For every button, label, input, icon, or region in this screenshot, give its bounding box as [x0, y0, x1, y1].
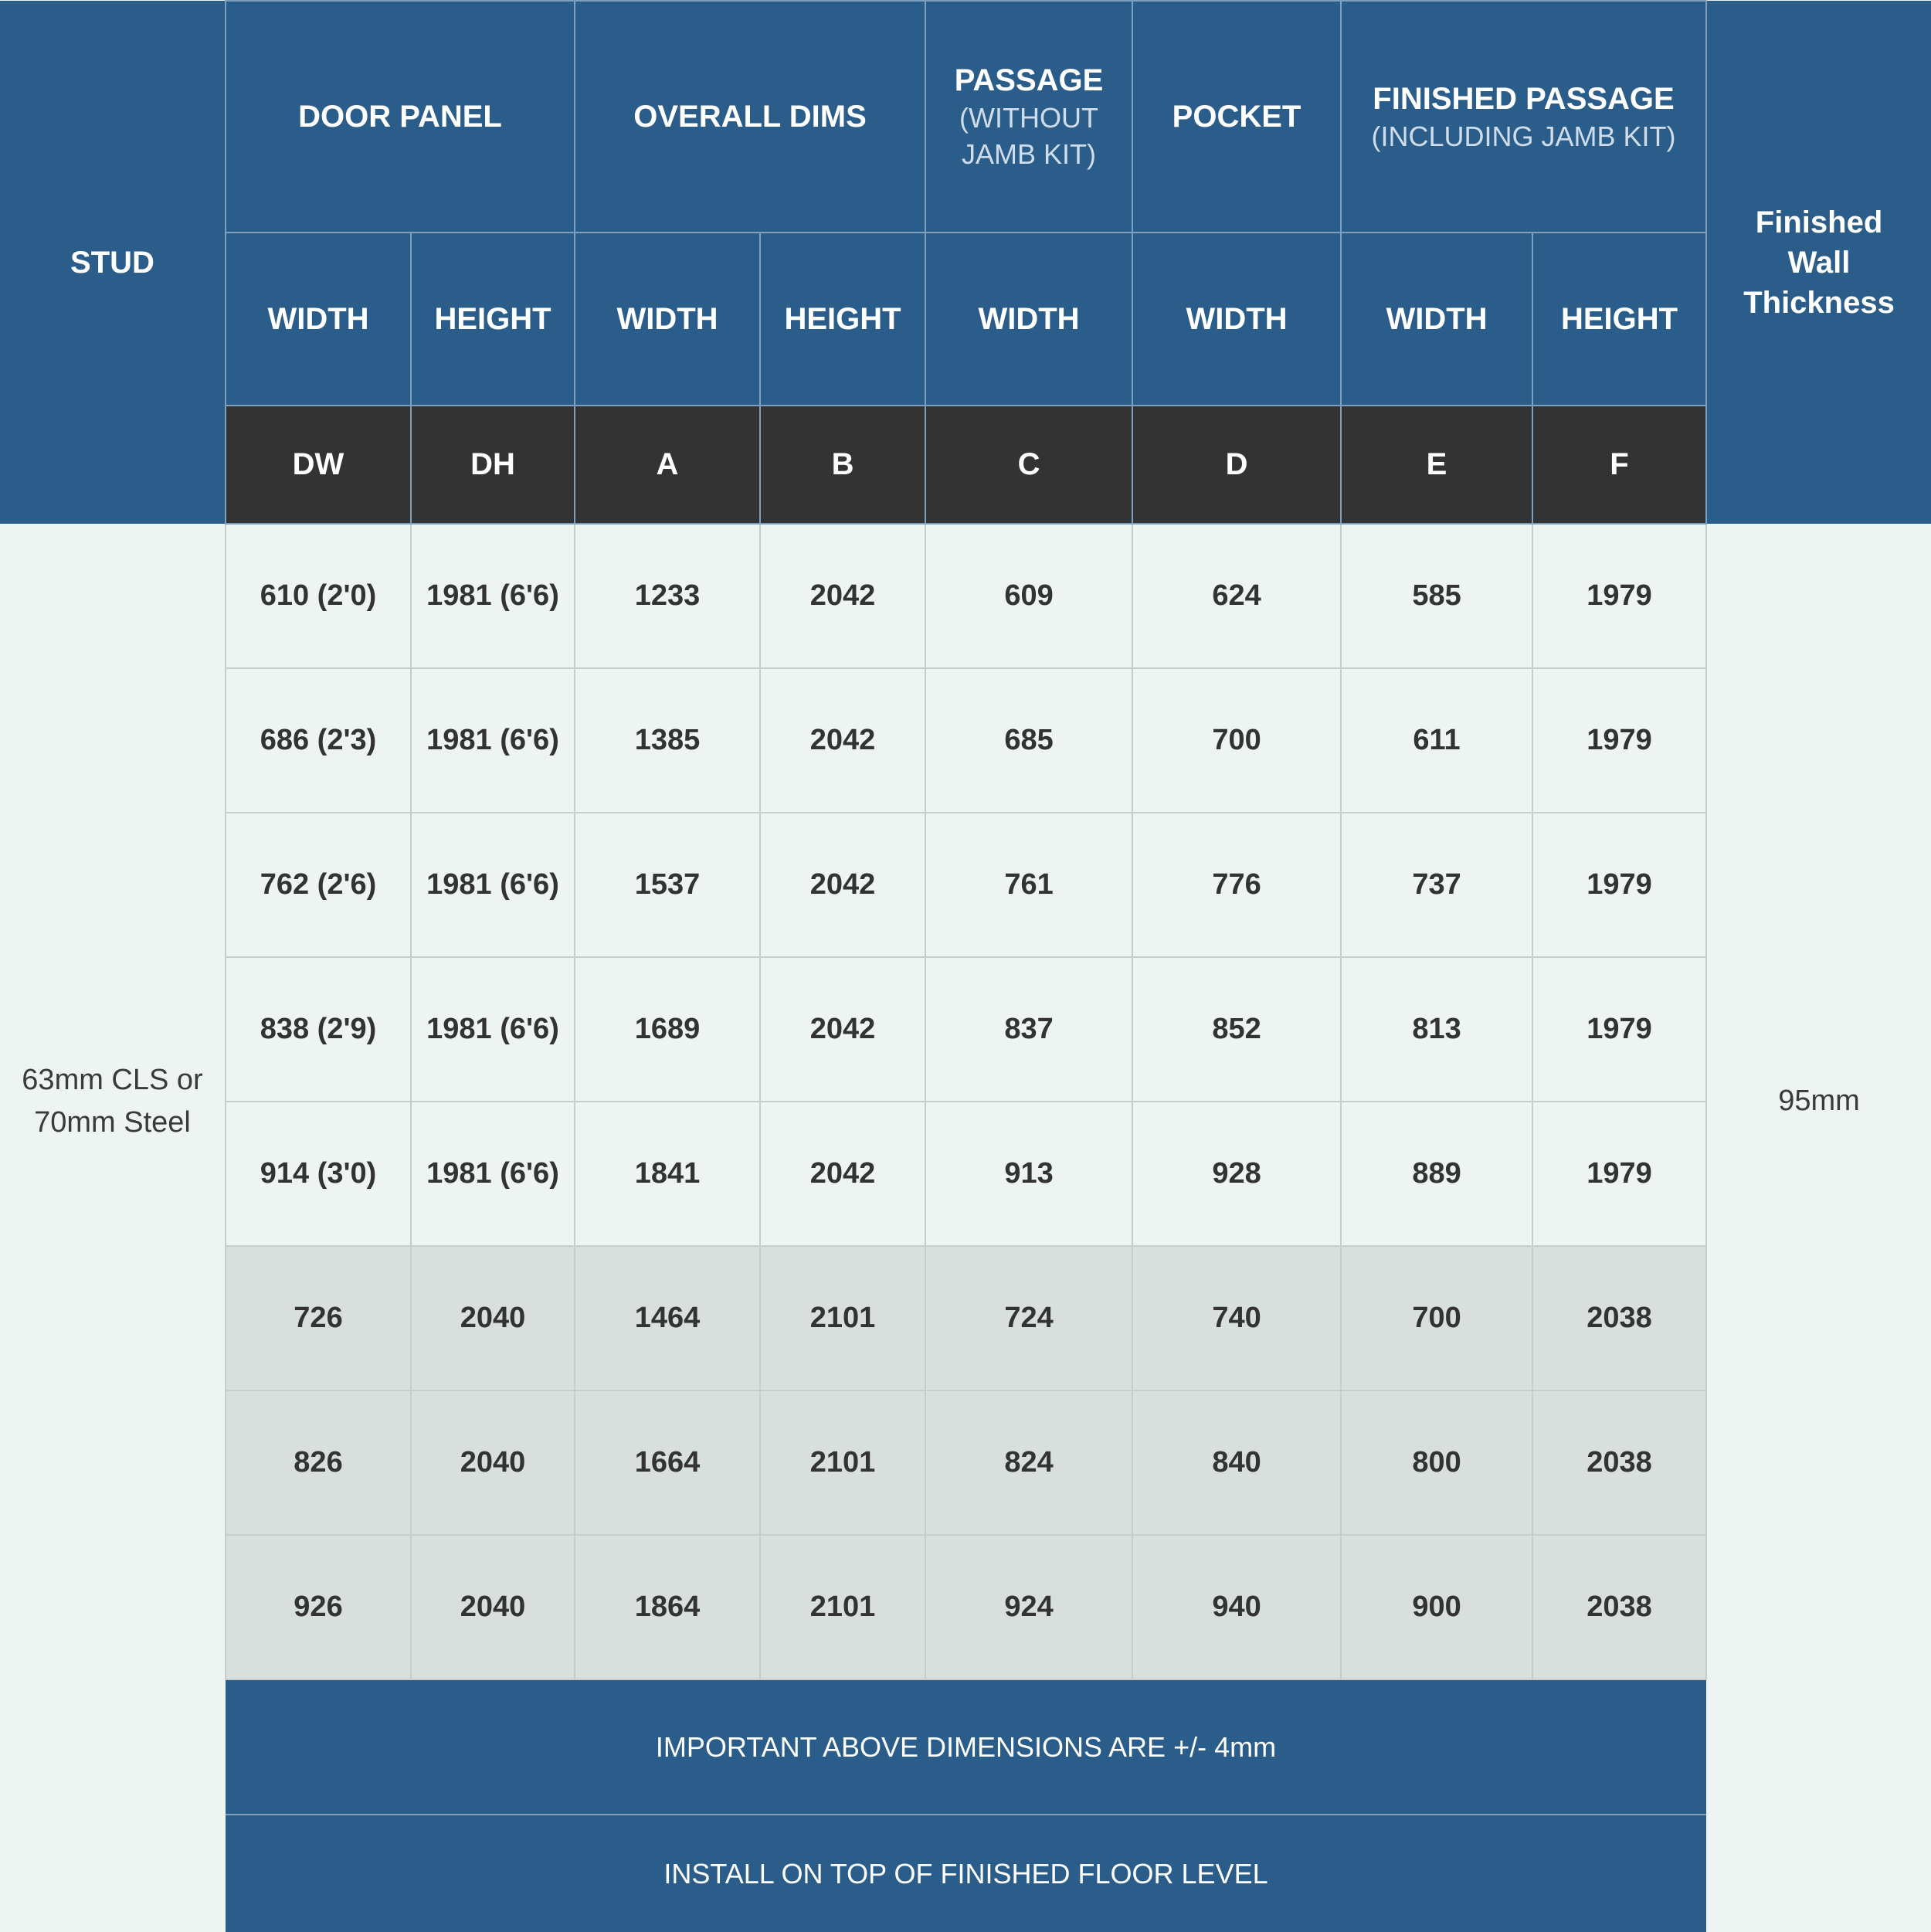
code-dh: DH: [411, 406, 575, 524]
stud-header: [0, 1, 226, 524]
fwt-line-3: Thickness: [1743, 285, 1895, 320]
cell-f: 2038: [1532, 1535, 1706, 1679]
pocket-label: POCKET: [1172, 100, 1301, 134]
code-dw: DW: [226, 406, 411, 524]
cell-d: 740: [1132, 1246, 1341, 1390]
cell-a: 1385: [575, 668, 760, 813]
passage-sub-line-1: (WITHOUT: [959, 102, 1098, 134]
cell-f: 1979: [1532, 1102, 1706, 1246]
cell-c: 685: [925, 668, 1132, 813]
col-header-e: WIDTH: [1341, 233, 1532, 406]
cell-e: 611: [1341, 668, 1532, 813]
cell-e: 800: [1341, 1390, 1532, 1535]
cell-c: 609: [925, 524, 1132, 668]
stud-header-label: STUD: [70, 245, 154, 280]
cell-e: 889: [1341, 1102, 1532, 1246]
cell-f: 1979: [1532, 813, 1706, 957]
code-e: E: [1341, 406, 1532, 524]
cell-f: 2038: [1532, 1390, 1706, 1535]
cell-dw: 838 (2'9): [226, 957, 411, 1102]
cell-dw: 762 (2'6): [226, 813, 411, 957]
note-spacer-left: [0, 1679, 226, 1815]
col-header-d: WIDTH: [1132, 233, 1341, 406]
column-names-row: [0, 233, 1931, 406]
cell-dh: 1981 (6'6): [411, 813, 575, 957]
cell-b: 2101: [760, 1246, 925, 1390]
overall-dims-header: [575, 1, 925, 233]
cell-a: 1689: [575, 957, 760, 1102]
passage-sub-line-2: JAMB KIT): [962, 138, 1097, 170]
stud-value-line-1: 63mm CLS or: [22, 1063, 203, 1096]
cell-a: 1537: [575, 813, 760, 957]
cell-d: 928: [1132, 1102, 1341, 1246]
cell-dw: 926: [226, 1535, 411, 1679]
cell-b: 2042: [760, 957, 925, 1102]
cell-d: 776: [1132, 813, 1341, 957]
note-spacer-right: [1706, 1679, 1931, 1815]
table-row: [0, 1246, 1931, 1390]
cell-b: 2101: [760, 1535, 925, 1679]
cell-e: 737: [1341, 813, 1532, 957]
col-header-dh: HEIGHT: [411, 233, 575, 406]
door-panel-label: DOOR PANEL: [298, 100, 502, 134]
table-row: [0, 813, 1931, 957]
cell-b: 2042: [760, 668, 925, 813]
passage-label: PASSAGE: [954, 63, 1104, 98]
cell-d: 840: [1132, 1390, 1341, 1535]
cell-f: 1979: [1532, 524, 1706, 668]
pocket-header: [1132, 1, 1341, 233]
cell-f: 2038: [1532, 1246, 1706, 1390]
finished-passage-sub: (INCLUDING JAMB KIT): [1371, 120, 1676, 152]
cell-dh: 2040: [411, 1535, 575, 1679]
finished-passage-header: [1341, 1, 1706, 233]
code-b: B: [760, 406, 925, 524]
cell-d: 624: [1132, 524, 1341, 668]
stud-value: [0, 524, 226, 1679]
header-group-row: [0, 1, 1931, 233]
cell-e: 700: [1341, 1246, 1532, 1390]
cell-dh: 1981 (6'6): [411, 1102, 575, 1246]
cell-f: 1979: [1532, 668, 1706, 813]
cell-d: 700: [1132, 668, 1341, 813]
finished-wall-thickness-header: [1706, 1, 1931, 524]
install-note: INSTALL ON TOP OF FINISHED FLOOR LEVEL: [226, 1815, 1706, 1932]
cell-dw: 686 (2'3): [226, 668, 411, 813]
table-row: [0, 1102, 1931, 1246]
fwt-value: 95mm: [1706, 524, 1931, 1679]
cell-e: 900: [1341, 1535, 1532, 1679]
fwt-line-2: Wall: [1787, 245, 1851, 280]
cell-dw: 610 (2'0): [226, 524, 411, 668]
cell-dw: 826: [226, 1390, 411, 1535]
table-row: [0, 1535, 1931, 1679]
cell-d: 852: [1132, 957, 1341, 1102]
cell-a: 1233: [575, 524, 760, 668]
cell-a: 1664: [575, 1390, 760, 1535]
cell-dw: 726: [226, 1246, 411, 1390]
cell-dw: 914 (3'0): [226, 1102, 411, 1246]
stud-value-line-2: 70mm Steel: [34, 1106, 191, 1139]
col-header-dw: WIDTH: [226, 233, 411, 406]
cell-f: 1979: [1532, 957, 1706, 1102]
code-d: D: [1132, 406, 1341, 524]
cell-d: 940: [1132, 1535, 1341, 1679]
cell-b: 2042: [760, 1102, 925, 1246]
table-row: [0, 668, 1931, 813]
cell-dh: 1981 (6'6): [411, 957, 575, 1102]
cell-b: 2101: [760, 1390, 925, 1535]
door-panel-header: [226, 1, 575, 233]
cell-dh: 1981 (6'6): [411, 668, 575, 813]
passage-header: [925, 1, 1132, 233]
cell-a: 1841: [575, 1102, 760, 1246]
cell-e: 813: [1341, 957, 1532, 1102]
cell-dh: 1981 (6'6): [411, 524, 575, 668]
finished-passage-label: FINISHED PASSAGE: [1373, 81, 1675, 116]
cell-dh: 2040: [411, 1246, 575, 1390]
table-row: [0, 957, 1931, 1102]
cell-c: 924: [925, 1535, 1132, 1679]
cell-c: 724: [925, 1246, 1132, 1390]
cell-c: 837: [925, 957, 1132, 1102]
note-spacer-right: [1706, 1815, 1931, 1932]
table-row: [0, 1390, 1931, 1535]
fwt-line-1: Finished: [1755, 205, 1883, 239]
code-row: [0, 406, 1931, 524]
code-a: A: [575, 406, 760, 524]
cell-e: 585: [1341, 524, 1532, 668]
table-row: [0, 524, 1931, 668]
cell-c: 913: [925, 1102, 1132, 1246]
cell-a: 1864: [575, 1535, 760, 1679]
cell-c: 761: [925, 813, 1132, 957]
overall-dims-label: OVERALL DIMS: [633, 100, 867, 134]
note-row: [0, 1679, 1931, 1815]
code-c: C: [925, 406, 1132, 524]
cell-dh: 2040: [411, 1390, 575, 1535]
code-f: F: [1532, 406, 1706, 524]
col-header-b: HEIGHT: [760, 233, 925, 406]
note-row: [0, 1815, 1931, 1932]
tolerance-note: IMPORTANT ABOVE DIMENSIONS ARE +/- 4mm: [226, 1679, 1706, 1815]
cell-c: 824: [925, 1390, 1132, 1535]
cell-b: 2042: [760, 813, 925, 957]
cell-b: 2042: [760, 524, 925, 668]
col-header-c: WIDTH: [925, 233, 1132, 406]
note-spacer-left: [0, 1815, 226, 1932]
col-header-a: WIDTH: [575, 233, 760, 406]
cell-a: 1464: [575, 1246, 760, 1390]
col-header-f: HEIGHT: [1532, 233, 1706, 406]
